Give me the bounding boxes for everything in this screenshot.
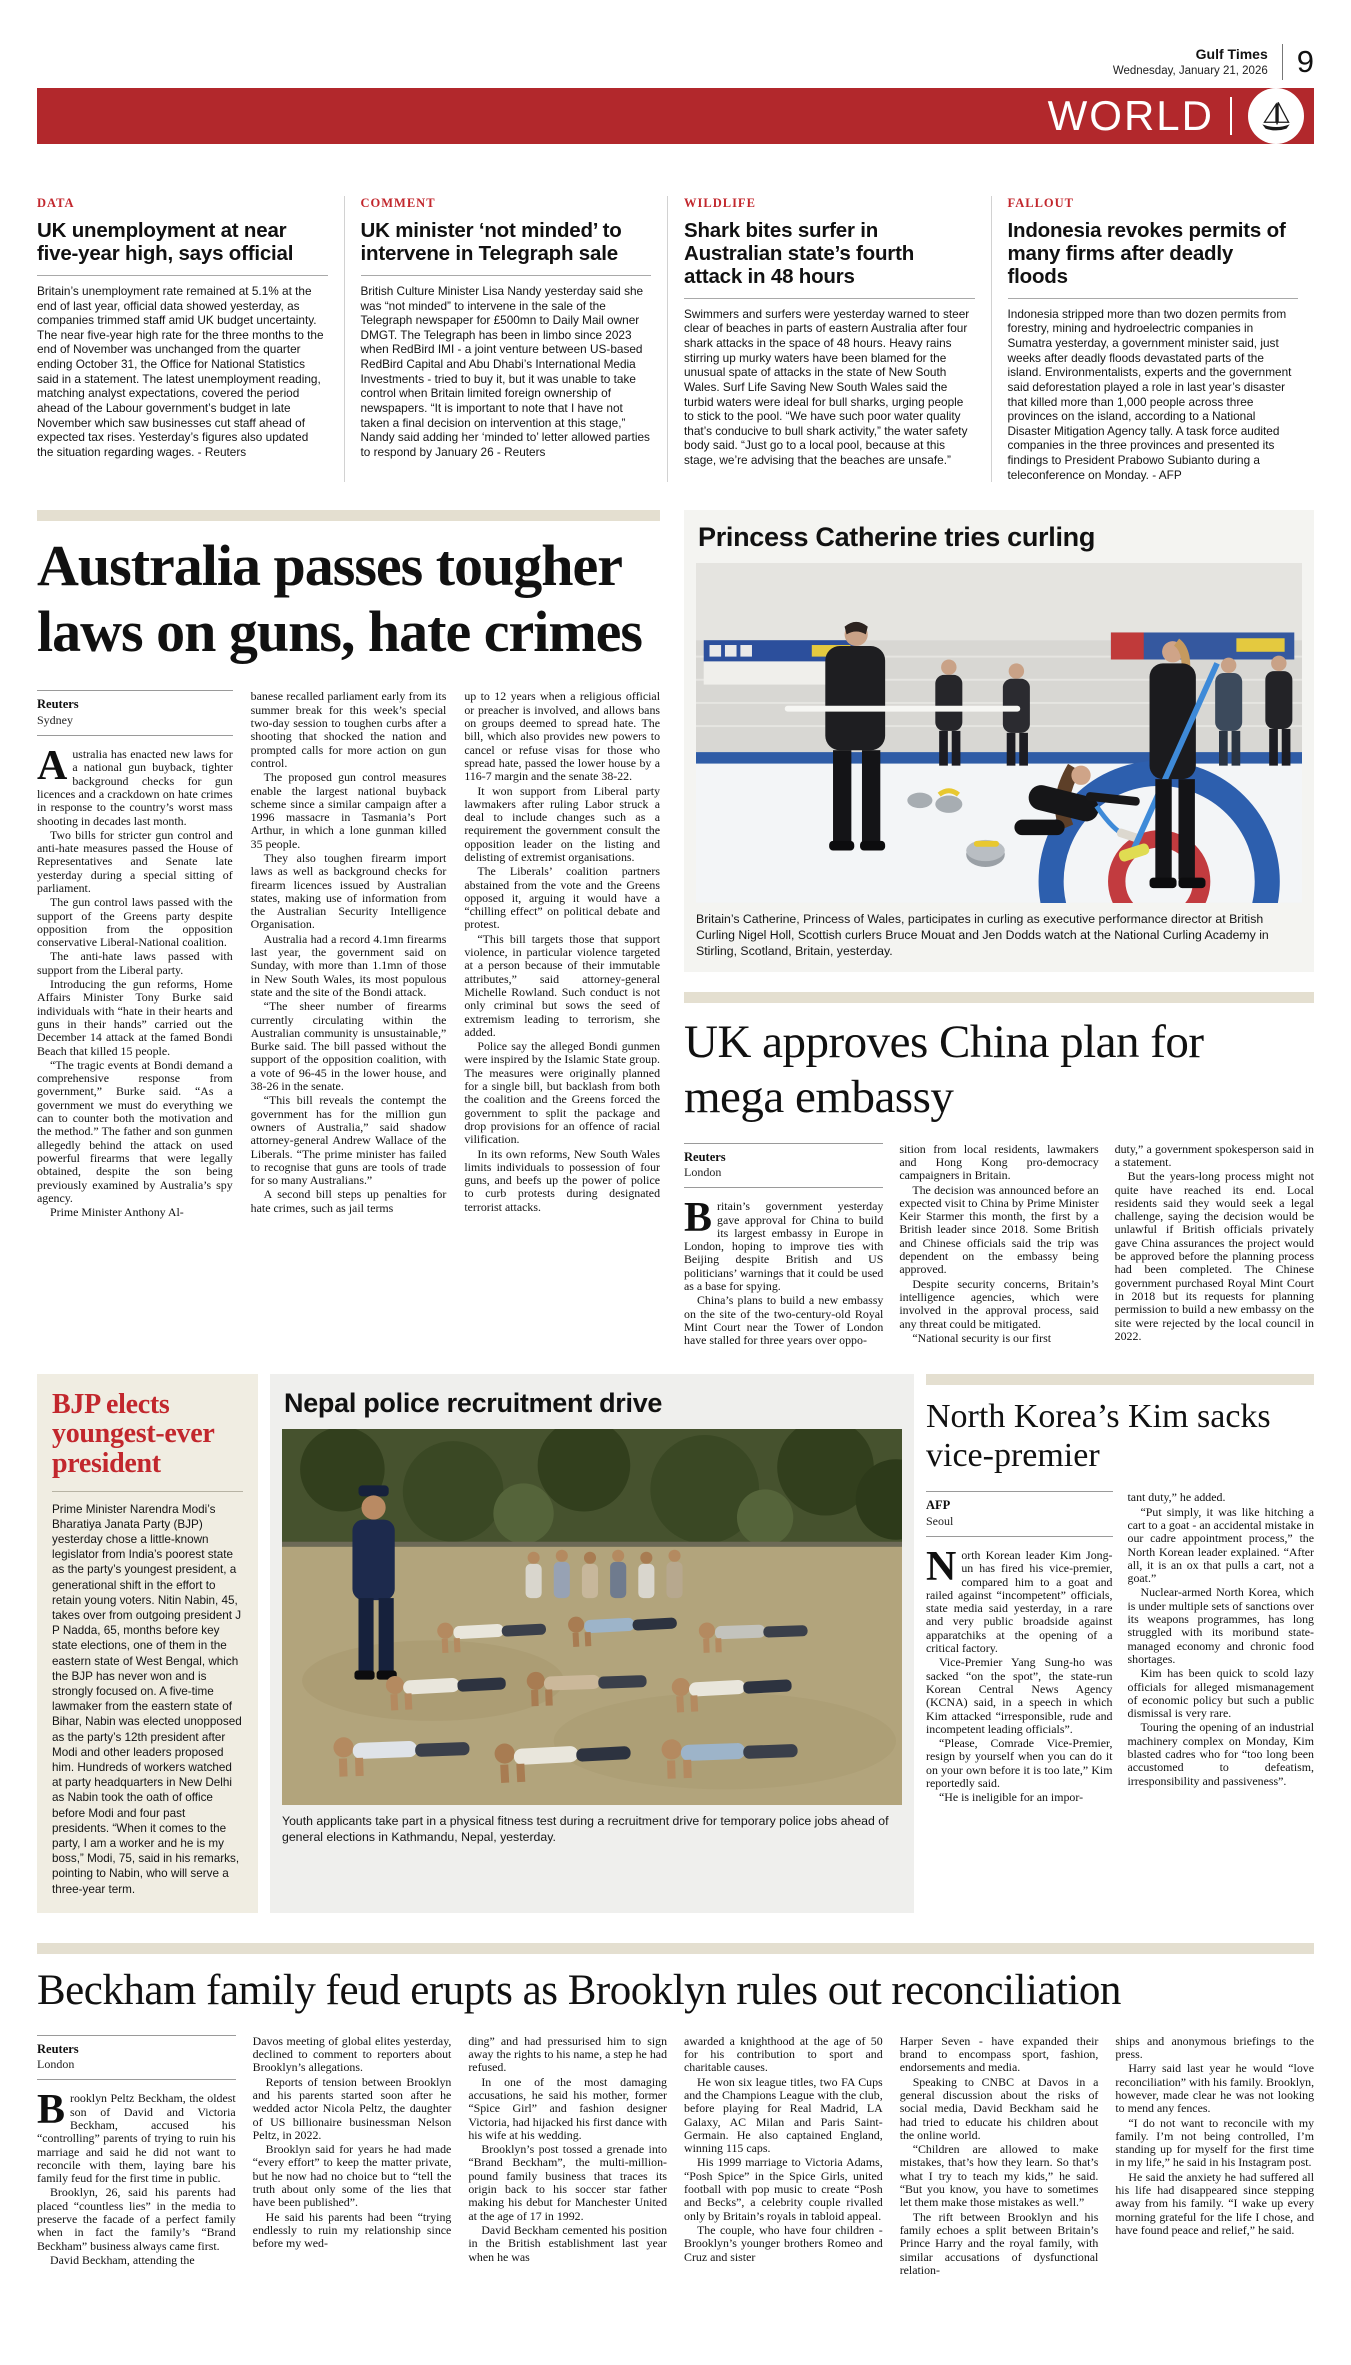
masthead	[37, 30, 1314, 80]
photo-headline: Princess Catherine tries curling	[698, 522, 1096, 553]
article-bjp-president	[37, 1374, 258, 1913]
byline	[37, 2035, 236, 2081]
brief-data	[37, 196, 344, 482]
article-body	[684, 1143, 1314, 1348]
masthead-text	[1113, 46, 1268, 78]
headline-rule	[52, 1491, 243, 1492]
news-briefs	[37, 196, 1314, 482]
main-section	[37, 510, 1314, 1347]
article-headline: Beckham family feud erupts as Brooklyn rules out reconciliation	[37, 1966, 1121, 2014]
article-column: tant duty,” he added. “Put simply, it was like hitching a cart to a goat - an accidental mistake in our cadre appointment process,” the North Korean leader explained. “After all, it is an ox that pulls a cart, not a goat.” Nuclear-armed North Korea, which is under multiple sets of sanctions over its weapons programmes, has long struggled with its moribund state-managed economy and chronic food shortages. Kim has been quick to scold lazy officials for alleged mismanagement of economic policy but such a public dismissal is very rare. Touring the opening of an industrial machinery complex on Monday, Kim blasted cadres who for “too long been accustomed to defeatism, irresponsibility and passiveness”.	[1127, 1490, 1314, 1788]
nepal-photo-box	[270, 1374, 914, 1913]
byline	[684, 1143, 883, 1189]
byline-agency: AFP	[926, 1498, 951, 1513]
byline	[37, 690, 233, 736]
brief-rule	[361, 275, 652, 276]
byline-city: Seoul	[926, 1513, 954, 1528]
banner-divider	[1230, 97, 1232, 135]
page-number: 9	[1296, 44, 1314, 79]
photo-headline: Nepal police recruitment drive	[284, 1387, 663, 1418]
photo-caption: Youth applicants take part in a physical fitness test during a recruitment drive for temporary police jobs ahead of general elections in Kathmandu, Nepal, yesterday.	[282, 1813, 889, 1845]
curling-photo	[696, 563, 1302, 903]
brief-comment	[344, 196, 668, 482]
brief-body: Indonesia stripped more than two dozen permits from forestry, mining and hydroelectric companies in Sumatra yesterday, a government minister said, just weeks after deadly floods devastated parts of the island. Environmentalists, experts and the government said deforestation played a role in last year’s disaster that killed more than 1,000 people across three provinces on the island, according to a National Disaster Mitigation Agency tally. A task force audited companies in the three provinces and presented its findings to President Prabowo Subianto during a teleconference on Monday. - AFP	[1007, 306, 1292, 482]
brief-wildlife	[667, 196, 991, 482]
article-column	[37, 2035, 236, 2277]
column-text: Britain’s government yesterday gave approval for China to build its largest embassy in Europe in London, hoping to improve ties with Beijing despite British and US politicians’ warnings that it could be used as a base for spying. China’s plans to build a new embassy on the site of the two-century-old Royal Mint Court near the Tower of London have stalled for three years over oppo-	[684, 1195, 884, 1348]
brief-body: British Culture Minister Lisa Nandy yesterday said she was “not minded” to intervene in the sale of the Telegraph newspaper for £500mn to Daily Mail owner DMGT. The Telegraph has been in limbo since 2023 when RedBird IMI - a joint venture between US-based RedBird Capital and Abu Dhabi’s International Media Investments - tried to buy it, but it was unable to take control when Britain limited foreign ownership of newspapers. “It is important to note that I have not taken a final decision on intervention at this stage,” Nandy said adding her ‘minded to’ letter allowed parties to respond by January 26 - Reuters	[360, 283, 650, 459]
brief-headline: UK minister ‘not minded’ to intervene in Telegraph sale	[360, 219, 622, 265]
article-nkorea-vicepremier	[926, 1374, 1314, 1913]
nepal-photo	[282, 1429, 902, 1805]
article-column	[926, 1491, 1113, 1804]
brief-body: Swimmers and surfers were yesterday warned to steer clear of beaches in parts of eastern Australia after four shark attacks in the space of 48 hours. Heavy rains stirring up murky waters have been blamed for the unusual spate of attacks in the state of New South Wales. Surf Life Saving New South Wales said the turbid waters were ideal for bull sharks, urging people to stick to the pool. “We have such poor water quality that’s conducive to bull shark activity,” the water safety body said. “Just go to a local pool, because at this stage, we’re advising that the beaches are unsafe.”	[684, 306, 970, 468]
brief-kicker: FALLOUT	[1007, 196, 1074, 210]
article-headline: North Korea’s Kim sacks vice-premier	[926, 1397, 1271, 1474]
article-column	[684, 1143, 883, 1348]
article-headline: Australia passes tougher laws on guns, hate crimes	[37, 533, 642, 664]
brief-headline: Indonesia revokes permits of many firms after deadly floods	[1007, 219, 1286, 288]
section-banner	[37, 88, 1314, 144]
article-column: up to 12 years when a religious official or preacher is involved, and allows bans on groups deemed to spread hate. The bill, which also provides new powers to cancel or refuse visas for those who spread hate, passed the lower house by a 116-7 margin and the senate 38-22. It won support from Liberal party lawmakers after ruling Labor struck a deal to include changes such as a requirement the government consult the opposition leader on the listing and delisting of extremist organisations. The Liberals’ coalition partners abstained from the vote and the Greens opposed it, arguing it would have a “chilling effect” on political debate and protest. “This bill targets those that support violence, in particular violence targeted at a person because of their immutable attributes,” said attorney-general Michelle Rowland. Such conduct is not only criminal but sows the seed of extremism leading to terrorism, she added. Police say the alleged Bondi gunmen were inspired by the Islamic State group. The measures were originally planned for a single bill, but backlash from both the coalition and the Greens forced the government to split the package and drop provisions for an offence of racial vilification. In its own reforms, New South Wales limits individuals to possession of four guns, and beefs up the power of police to curb protests during designated terrorist attacks.	[464, 689, 661, 1214]
column-text: North Korean leader Kim Jong-un has fired his vice-premier, compared him to a goat and railed against “incompetent” officials, state media said yesterday, in a rare and very public broadside against apparatchiks at the opening of a critical factory. Vice-Premier Yang Sung-ho was sacked “on the spot”, the state-run Korean Central News Agency (KCNA) said, in a speech in which Kim attacked “irresponsible, rude and incompetent leading officials”. “Please, Comrade Vice-Premier, resign by yourself when you can do it on your own before it is too late,” Kim reportedly said. “He is ineligible for an impor-	[926, 1543, 1113, 1805]
article-column: banese recalled parliament early from its summer break for this week’s special two-day session to toughen curbs after a shooting that shocked the nation and prompted calls for more action on gun control. The proposed gun control measures enable the largest national buyback scheme since a similar campaign after a 1996 massacre in Tasmania’s Port Arthur, in which a lone gunman killed 35 people. They also toughen firearm import laws as well as background checks for firearm licences issued by Australian states, making use of information from the Australian Security Intelligence Organisation. Australia had a record 4.1mn firearms last year, the government said on Sunday, with more than 1.1mn of those in New South Wales, its most populous state and the site of the Bondi attack. “The sheer number of firearms currently circulating within the Australian community is unsustainable,” Burke said. The bill passed without the support of the opposition coalition, with a vote of 96-45 in the lower house, and 38-26 in the senate. “This bill reveals the contempt the government has for the million gun owners of Australia,” said shadow attorney-general Andrew Wallace of the Liberals. “The prime minister has failed to recognise that guns are tools of trade for so many Australians.” A second bill steps up penalties for hate crimes, such as jail terms	[250, 689, 447, 1215]
photo-caption: Britain’s Catherine, Princess of Wales, participates in curling as executive performance director at British Curling Nigel Holl, Scottish curlers Bruce Mouat and Jen Dodds watch at the National Curling Academy in Stirling, Scotland, Britain, yesterday.	[696, 912, 1269, 959]
article-column	[37, 690, 233, 1219]
brief-rule	[37, 275, 328, 276]
article-column: duty,” a government spokesperson said in a statement. But the years-long process might not quite have reached its end. Local residents said they would seek a legal challenge, saying the decision would be unlawful if British officials privately gave China assurances the project would be approved before the planning process had been completed. The Chinese government purchased Royal Mint Court in 2018 but its requests for planning permission to build a new embassy on the site were rejected by the local council in 2022.	[1114, 1141, 1314, 1343]
article-separator	[37, 510, 660, 521]
byline-city: London	[37, 2057, 75, 2072]
brief-headline: UK unemployment at near five-year high, says official	[37, 219, 294, 265]
article-column: Harper Seven - have expanded their brand to encompass sport, fashion, endorsements and media. Speaking to CNBC at Davos in a general discussion about the risks of social media, David Beckham said he had tried to educate his children about the online world. “Children are allowed to make mistakes, that’s how they learn. So that’s what I try to teach my kids,” he said. “But you know, you have to sometimes let them make those mistakes as well.” The rift between Brooklyn and his family echoes a split between Britain’s Prince Harry and the royal family, with similar accusations of dysfunctional relation-	[899, 2033, 1099, 2277]
brief-rule	[684, 298, 975, 299]
issue-date: Wednesday, January 21, 2026	[1112, 64, 1268, 77]
article-separator	[37, 1943, 1314, 1954]
brief-rule	[1008, 298, 1299, 299]
right-column	[684, 510, 1314, 1347]
byline-agency: Reuters	[37, 697, 79, 712]
masthead-divider	[1282, 44, 1283, 80]
article-body	[37, 690, 660, 1219]
byline-city: London	[684, 1164, 722, 1179]
article-body	[37, 2035, 1314, 2277]
article-beckham-feud	[37, 1943, 1314, 2277]
article-column: ding” and had pressurised him to sign away the rights to his name, a step he had refused. In one of the most damaging accusations, he said his mother, former “Spice Girl” and fashion designer Victoria, had hijacked his first dance with his wife at his wedding. Brooklyn’s post tossed a grenade into “Brand Beckham”, the multi-million-pound family business that traces its origin back to his soccer star father making his debut for Manchester United at the age of 17 in 1992. David Beckham cemented his position in the British establishment last year when he was	[468, 2033, 668, 2264]
dhow-logo-icon	[1248, 88, 1304, 144]
brief-kicker: WILDLIFE	[684, 196, 756, 210]
article-column: ships and anonymous briefings to the press. Harry said last year he would “love reconciliation” with his family. Brooklyn, however, made clear he was not looking to mend any fences. “I do not want to reconcile with my family. I’m not being controlled, I’m standing up for myself for the first time in my life,” he said in his Instagram post. He said the anxiety he had suffered all his life had disappeared since stepping away from his family. “I wake up every morning grateful for the life I chose, and have found peace and relief,” he said.	[1115, 2033, 1315, 2237]
brief-kicker: COMMENT	[360, 196, 436, 210]
column-text: Australia has enacted new laws for a national gun buyback, tighter background checks for gun licences and a crackdown on hate crimes in response to the country’s worst mass shooting in decades last month. Two bills for stricter gun control and anti-hate measures passed the House of Representatives and Senate late yesterday during a special sitting of parliament. The gun control laws passed with the support of the Greens party despite opposition from the opposition conservative Liberal-National coalition. The anti-hate laws passed with support from the Liberal party. Introducing the gun reforms, Home Affairs Minister Tony Burke said individuals with “hate in their hearts and guns in their hands” carried out the December 14 attack at the famed Bondi Beach that killed 15 people. “The tragic events at Bondi demand a comprehensive response from government,” Burke said. “As a government we must do everything we can to counter both the motivation and the method.” The father and son gunmen allegedly behind the attack on used powerful firearms that were legally obtained, despite the son being previously examined by Australia’s spy agency. Prime Minister Anthony Al-	[37, 743, 233, 1220]
article-headline: BJP elects youngest-ever president	[52, 1388, 214, 1479]
byline-city: Sydney	[37, 712, 73, 727]
curling-photo-box	[684, 510, 1314, 971]
article-headline: UK approves China plan for mega embassy	[684, 1015, 1204, 1123]
article-separator	[684, 992, 1314, 1003]
brief-headline: Shark bites surfer in Australian state’s fourth attack in 48 hours	[684, 219, 915, 288]
article-column: awarded a knighthood at the age of 50 for his contribution to sport and charitable causes. He won six league titles, two FA Cups and the Champions League with the club, before playing for Real Madrid, LA Galaxy, AC Milan and Paris Saint-Germain. He also captained England, winning 115 caps. His 1999 marriage to Victoria Adams, “Posh Spice” in the Spice Girls, united football with pop music to create “Posh and Becks”, a celebrity couple rivalled only by Britain’s royals in tabloid appeal. The couple, who have four children - Brooklyn’s younger brothers Romeo and Cruz and sister	[684, 2033, 883, 2264]
brief-kicker: DATA	[37, 196, 75, 210]
article-separator	[926, 1374, 1314, 1385]
article-column: sition from local residents, lawmakers and Hong Kong pro-democracy campaigners in Britain. The decision was announced before an expected visit to China by Prime Minister Keir Starmer this month, the first by a British leader since 2018. Some British and Chinese officials said the trip was dependent on the embassy being approved. Despite security concerns, Britain’s intelligence agencies, which were involved in the approval process, said any threat could be mitigated. “National security is our first	[899, 1141, 1099, 1345]
article-text: Prime Minister Narendra Modi’s Bharatiya Janata Party (BJP) yesterday chose a little-known legislator from India’s poorest state as the party’s youngest president, a generational shift in the effort to retain young voters. Nitin Nabin, 45, takes over from outgoing president J P Nadda, 65, months before key state elections, one of them in the eastern state of West Bengal, which the BJP has never won and is strongly focused on. A five-time lawmaker from the eastern state of Bihar, Nabin was elected unopposed as the party’s 12th president after Modi and other leaders proposed him. Hundreds of workers watched at party headquarters in New Delhi as Nabin took the oath of office before Modi and four past presidents. “When it comes to the party, I am a worker and he is my boss,” Modi, 75, said in his remarks, pointing to Nabin, who will serve a three-year term.	[52, 1502, 242, 1896]
section-title: WORLD	[1047, 92, 1214, 139]
middle-section	[37, 1374, 1314, 1913]
brief-body: Britain’s unemployment rate remained at 5.1% at the end of last year, official data showed yesterday, as companies trimmed staff amid UK budget uncertainty. The near five-year high rate for the three months to the end of November was unchanged from the quarter ending October 31, the Office for National Statistics said in a statement. The latest unemployment reading, matching analyst expectations, covered the period ahead of the Labour government’s budget in late November which saw businesses cut staff ahead of expected tax rises. Yesterday’s figures also updated the situation regarding wages. - Reuters	[37, 283, 324, 459]
byline	[926, 1491, 1113, 1537]
byline-agency: Reuters	[684, 1149, 726, 1164]
paper-name: Gulf Times	[1195, 46, 1268, 63]
brief-fallout	[991, 196, 1315, 482]
article-china-embassy	[684, 992, 1314, 1348]
article-australia-guns	[37, 510, 660, 1347]
column-text: Brooklyn Peltz Beckham, the oldest son of David and Victoria Beckham, accused his “controlling” parents of trying to ruin his marriage and said he did not want to reconcile with them, laying bare his family feud for the first time in public. Brooklyn, 26, said his parents had placed “countless lies” in the media to preserve the facade of a perfect family when in fact the family’s “Brand Beckham” business always came first. David Beckham, attending the	[37, 2087, 236, 2267]
article-body	[926, 1491, 1314, 1804]
article-column: Davos meeting of global elites yesterday, declined to comment to reporters about Brooklyn’s allegations. Reports of tension between Brooklyn and his parents started soon after he wedded actor Nicola Peltz, the daughter of US billionaire businessman Nelson Peltz, in 2022. Brooklyn said for years he had made “every effort” to keep the matter private, but he now had no choice but to “tell the truth about only some of the lies that have been published”. He said his parents had been “trying endlessly to ruin my relationship since before my wed-	[252, 2033, 452, 2251]
byline-agency: Reuters	[37, 2041, 79, 2056]
